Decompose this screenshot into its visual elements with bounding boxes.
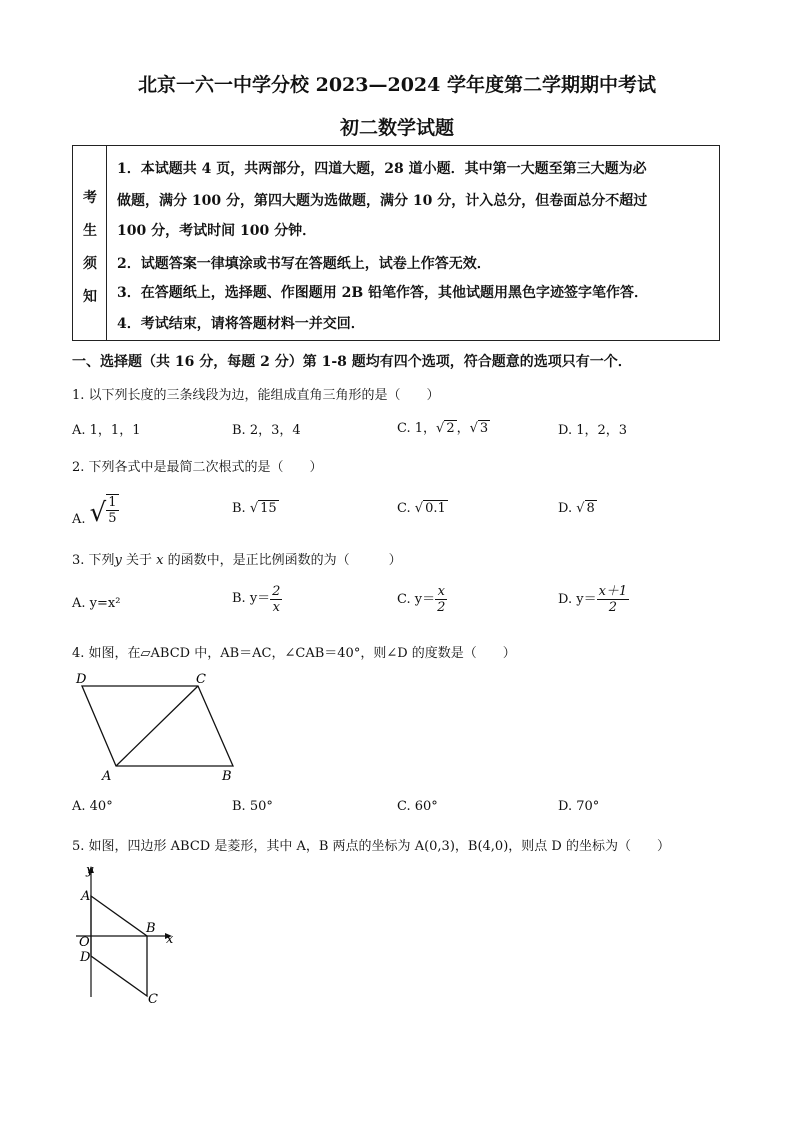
page-subtitle: 初二数学试题 (339, 117, 454, 139)
diagonal-ac (116, 686, 198, 766)
vertex-label-b: B (222, 769, 232, 784)
fraction-denominator: 5 (108, 510, 117, 526)
rhombus-abcd (91, 896, 147, 996)
q3-option-a: A. y=x² (72, 596, 121, 611)
vertex-label-b: B (146, 921, 156, 936)
notice-line: 100 分，考试时间 100 分钟． (117, 223, 317, 239)
q3-b-label: B. y＝ (232, 591, 271, 606)
sqrt-sign: √ (249, 501, 259, 516)
fraction-denominator: x (272, 600, 280, 615)
q4-option-a: A. 40° (72, 799, 113, 814)
notice-line: 1．本试题共 4 页，共两部分，四道大题，28 道小题．其中第一大题至第三大题为必 (117, 161, 647, 177)
fraction-numerator: 1 (108, 494, 117, 510)
q1-c-prefix: C. 1， (397, 421, 437, 436)
q4-option-d: D. 70° (558, 799, 600, 814)
notice-line: 3．在答题纸上，选择题、作图题用 2B 铅笔作答，其他试题用黑色字迹签字笔作答． (117, 285, 649, 301)
notice-label (73, 146, 107, 340)
question-1-stem: 1. 以下列长度的三条线段为边，能组成直角三角形的是（ ） (72, 388, 440, 403)
q1-c-separator: ， (456, 421, 470, 436)
q2-option-a (72, 490, 119, 526)
q3-stem-part: 关于 (121, 553, 157, 568)
fraction-numerator: 2 (272, 584, 281, 599)
vertex-label-a: A (102, 769, 112, 784)
fraction-numerator: x (435, 584, 447, 600)
sqrt-sign: √ (89, 498, 107, 528)
sqrt-sign: √ (436, 421, 445, 436)
question-3-stem (72, 549, 402, 568)
q3-var-y: y (114, 553, 122, 568)
q1-c-radicand-1: 2 (446, 421, 455, 436)
q2-option-d (558, 500, 597, 516)
q2-a-fraction (106, 494, 118, 526)
q2-d-label: D. (558, 501, 573, 516)
vertex-label-c: C (196, 672, 206, 687)
notice-label-char: 考 (83, 190, 97, 206)
q2-option-b (232, 500, 279, 516)
origin-label: O (79, 935, 90, 950)
question-4-stem: 4. 如图，在▱ABCD 中，AB＝AC，∠CAB＝40°，则∠D 的度数是（ ） (72, 646, 516, 661)
q2-b-label: B. (232, 501, 246, 516)
q2-c-label: C. (397, 501, 411, 516)
vertex-label-a: A (81, 889, 91, 904)
sqrt-sign: √ (469, 421, 478, 436)
q1-option-a: A. 1，1，1 (72, 423, 141, 438)
section-heading: 一、选择题（共 16 分，每题 2 分）第 1-8 题均有四个选项，符合题意的选项只有一个． (72, 354, 632, 370)
fraction-denominator: 2 (608, 600, 618, 615)
q3-option-c (397, 584, 447, 615)
q1-option-c (397, 417, 490, 436)
sqrt-sign: √ (414, 501, 424, 516)
vertex-label-d: D (76, 672, 87, 687)
q2-a-label: A. (72, 512, 86, 527)
parallelogram-figure (70, 668, 245, 786)
q2-b-radicand: 15 (260, 501, 277, 516)
q1-option-b: B. 2，3，4 (232, 423, 301, 438)
q2-d-radicand: 8 (586, 501, 595, 516)
q3-var-x: x (156, 553, 164, 568)
q4-option-b: B. 50° (232, 799, 273, 814)
notice-label-char: 须 (83, 256, 97, 272)
sqrt-sign: √ (576, 501, 585, 516)
notice-line: 4．考试结束，请将答题材料一并交回． (117, 316, 365, 332)
vertex-label-c: C (148, 992, 158, 1007)
q3-option-d (558, 584, 629, 615)
notice-label-char: 知 (83, 289, 97, 305)
q3-stem-part: 3. 下列 (72, 553, 115, 568)
q1-c-radicand-2: 3 (479, 421, 489, 436)
axis-label-y: y (86, 863, 94, 878)
vertex-label-d: D (80, 950, 91, 965)
fraction-denominator: 2 (437, 600, 446, 615)
rhombus-figure (70, 862, 185, 1007)
notice-line: 2．试题答案一律填涂或书写在答题纸上，试卷上作答无效． (117, 256, 491, 272)
q2-c-radicand: 0.1 (425, 501, 446, 516)
axis-label-x: x (166, 932, 174, 947)
q3-c-fraction (435, 584, 447, 615)
q1-option-d: D. 1，2，3 (558, 423, 628, 438)
q3-option-b (232, 584, 282, 615)
fraction-numerator: x＋1 (598, 584, 628, 599)
q3-d-fraction (597, 584, 630, 615)
q2-option-c (397, 500, 448, 516)
notice-label-char: 生 (83, 223, 97, 239)
question-2-stem: 2. 下列各式中是最简二次根式的是（ ） (72, 460, 323, 475)
notice-box (72, 145, 720, 341)
q4-option-c: C. 60° (397, 799, 438, 814)
q3-b-fraction (270, 584, 282, 615)
q3-c-label: C. y＝ (397, 592, 436, 607)
q3-stem-part: 的函数中，是正比例函数的为（ ） (163, 553, 402, 568)
question-5-stem: 5. 如图，四边形 ABCD 是菱形，其中 A，B 两点的坐标为 A(0,3)，B(4,0)，则点 D 的坐标为（ ） (72, 839, 670, 854)
notice-line: 做题，满分 100 分，第四大题为选做题，满分 10 分，计入总分，但卷面总分不超过 (117, 193, 648, 209)
page-title: 北京一六一中学分校 2023—2024 学年度第二学期期中考试 (138, 74, 656, 96)
q3-d-label: D. y＝ (558, 592, 597, 607)
